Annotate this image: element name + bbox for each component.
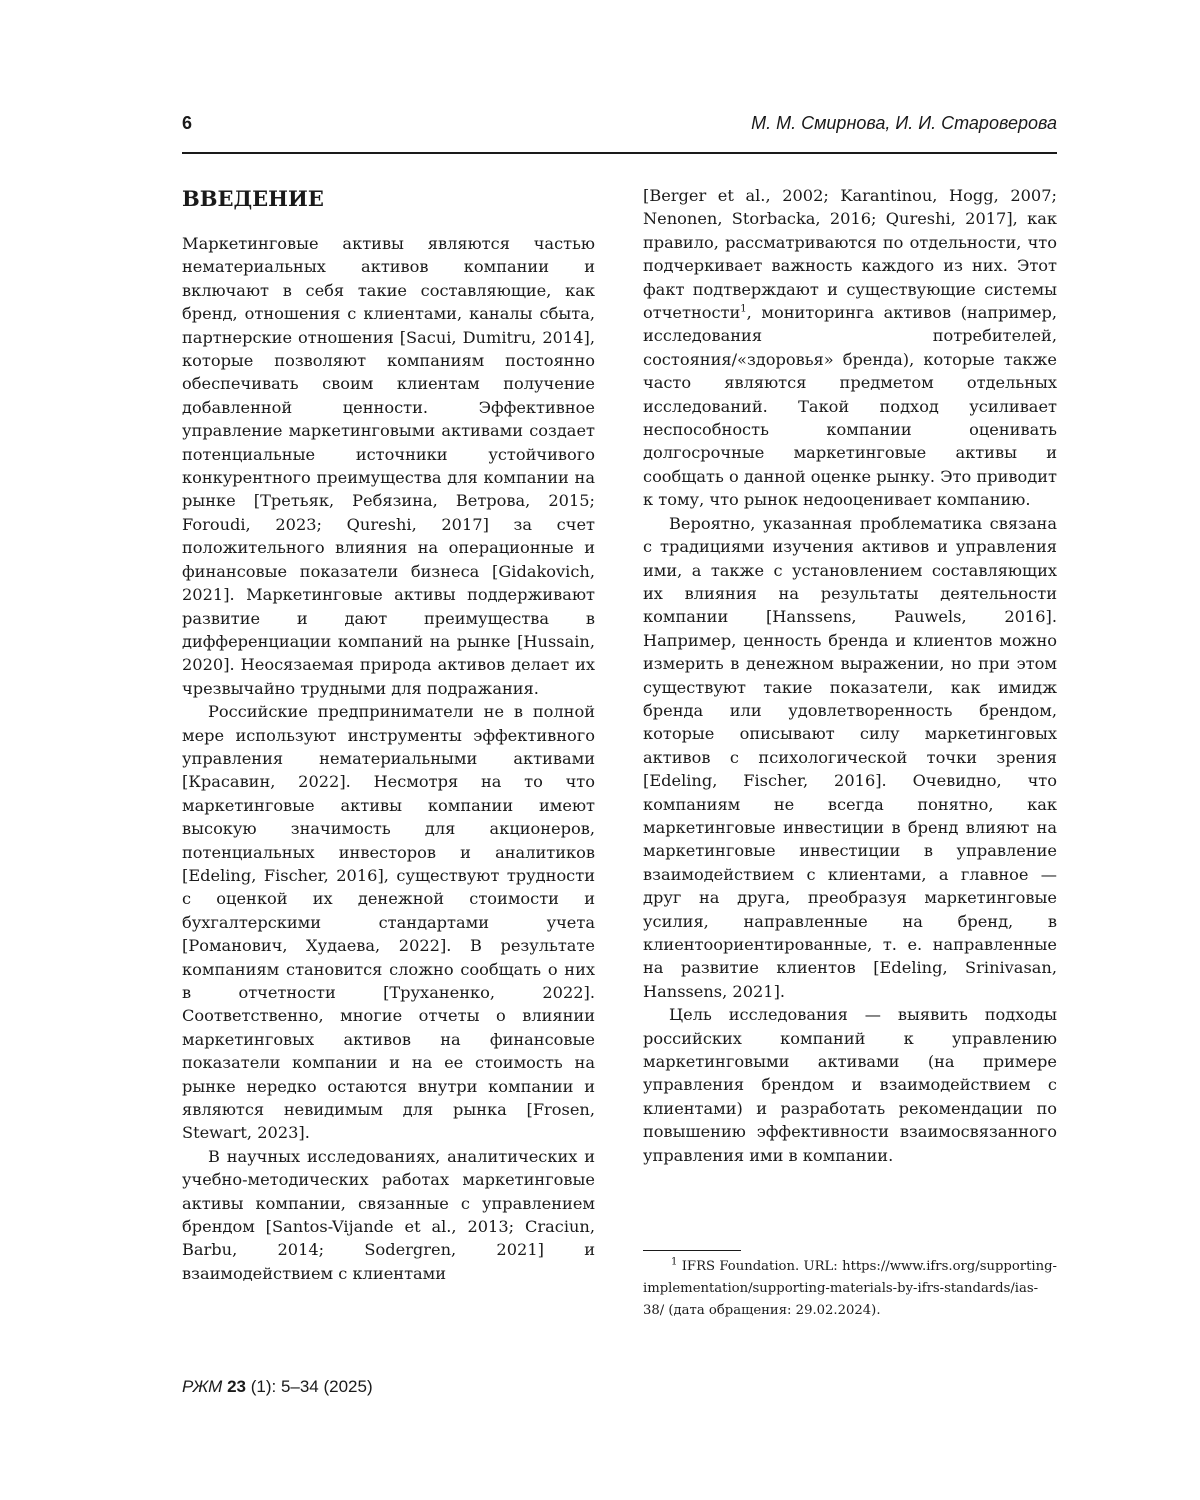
section-heading: ВВЕДЕНИЕ: [182, 186, 324, 211]
footnote-body: [643, 1256, 1057, 1322]
running-header: [182, 113, 1057, 137]
running-header-authors: М. М. Смирнова, И. И. Староверова: [751, 113, 1057, 133]
right-column: [643, 184, 1057, 1167]
paragraph: Цель исследования — выявить подходы российских компаний к управлению маркетинговыми активами (на примере управления брендом и взаимодействием с клиентами) и разработать рекомендации по повышению эффективности взаимосвязанного управления ими в компании.: [643, 1005, 1057, 1165]
footnote-divider: [643, 1250, 741, 1251]
journal-volume: 23: [227, 1377, 246, 1396]
footnote-text: IFRS Foundation. URL: https://www.ifrs.org/supporting-implementation/supporting-materials-by-ifrs-standards/ias-38/ (дата обращения: 29.02.2024).: [643, 1259, 1057, 1318]
page-number: 6: [182, 113, 193, 133]
header-divider: [182, 152, 1057, 154]
paragraph-text: , мониторинга активов (например, исследования потребителей, состояния/«здоровья» бренда), которые также часто являются предметом отдельных исследований. Такой подход усиливает неспособность компании оценивать долгосрочные маркетинговые активы и сообщать о данной оценке рынку. Это приводит к тому, что рынок недооценивает компанию.: [643, 303, 1057, 510]
paragraph-text: [Berger et al., 2002; Karantinou, Hogg, 2007; Nenonen, Storbacka, 2016; Qureshi, 2017], как правило, рассматриваются по отдельности, что подчеркивает важность каждого из них. Этот факт подтверждают и существующие системы отчетности: [643, 186, 1057, 323]
paragraph: В научных исследованиях, аналитических и учебно-методических работах маркетинговые активы компании, связанные с управлением брендом [Santos-Vijande et al., 2013; Craciun, Barbu, 2014; Sodergren, 2021] и взаимодействием с клиентами: [182, 1146, 595, 1283]
left-column: [182, 180, 595, 1285]
footnote-reference[interactable]: 1: [740, 303, 747, 315]
page-footer: [182, 1377, 373, 1397]
journal-issue-pages: (1): 5–34 (2025): [246, 1377, 373, 1396]
journal-name: РЖМ: [182, 1377, 223, 1396]
footnote: [643, 1256, 1057, 1322]
paragraph: Российские предприниматели не в полной мере используют инструменты эффективного управления нематериальными активами [Красавин, 2022]. Несмотря на то что маркетинговые активы компании имеют высокую значимость для акционеров, потенциальных инвесторов и аналитиков [Edeling, Fischer, 2016], существуют трудности с оценкой их денежной стоимости и бухгалтерскими стандартами учета [Романович, Худаева, 2022]. В результате компаниям становится сложно сообщать о них в отчетности [Труханенко, 2022]. Соответственно, многие отчеты о влиянии маркетинговых активов на финансовые показатели компании и на ее стоимость на рынке нередко остаются внутри компании и являются невидимым для рынка [Frosen, Stewart, 2023].: [182, 702, 595, 1143]
paragraph: Вероятно, указанная проблематика связана с традициями изучения активов и управления ими, а также с установлением составляющих их влияния на результаты деятельности компании [Hanssens, Pauwels, 2016]. Например, ценность бренда и клиентов можно измерить в денежном выражении, но при этом существуют такие показатели, как имидж бренда или удовлетворенность брендом, которые описывают силу маркетинговых активов с психологической точки зрения [Edeling, Fischer, 2016]. Очевидно, что компаниям не всегда понятно, как маркетинговые инвестиции в бренд влияют на маркетинговые инвестиции в управление взаимодействием с клиентами, а главное — друг на друга, преобразуя маркетинговые усилия, направленные на бренд, в клиентоориентированные, т. е. направленные на развитие клиентов [Edeling, Srinivasan, Hanssens, 2021].: [643, 513, 1057, 1001]
footnote-mark: 1: [671, 1256, 678, 1268]
paragraph: [643, 184, 1057, 512]
paragraph: Маркетинговые активы являются частью нематериальных активов компании и включают в себя такие составляющие, как бренд, отношения с клиентами, каналы сбыта, партнерские отношения [Sacui, Dumitru, 2014], которые позволяют компаниям постоянно обеспечивать своим клиентам получение добавленной ценности. Эффективное управление маркетинговыми активами создает потенциальные источники устойчивого конкурентного преимущества для компании на рынке [Третьяк, Ребязина, Ветрова, 2015; Foroudi, 2023; Qureshi, 2017] за счет положительного влияния на операционные и финансовые показатели бизнеса [Gidakovich, 2021]. Маркетинговые активы поддерживают развитие и дают преимущества в дифференциации компаний на рынке [Hussain, 2020]. Неосязаемая природа активов делает их чрезвычайно трудными для подражания.: [182, 234, 595, 698]
